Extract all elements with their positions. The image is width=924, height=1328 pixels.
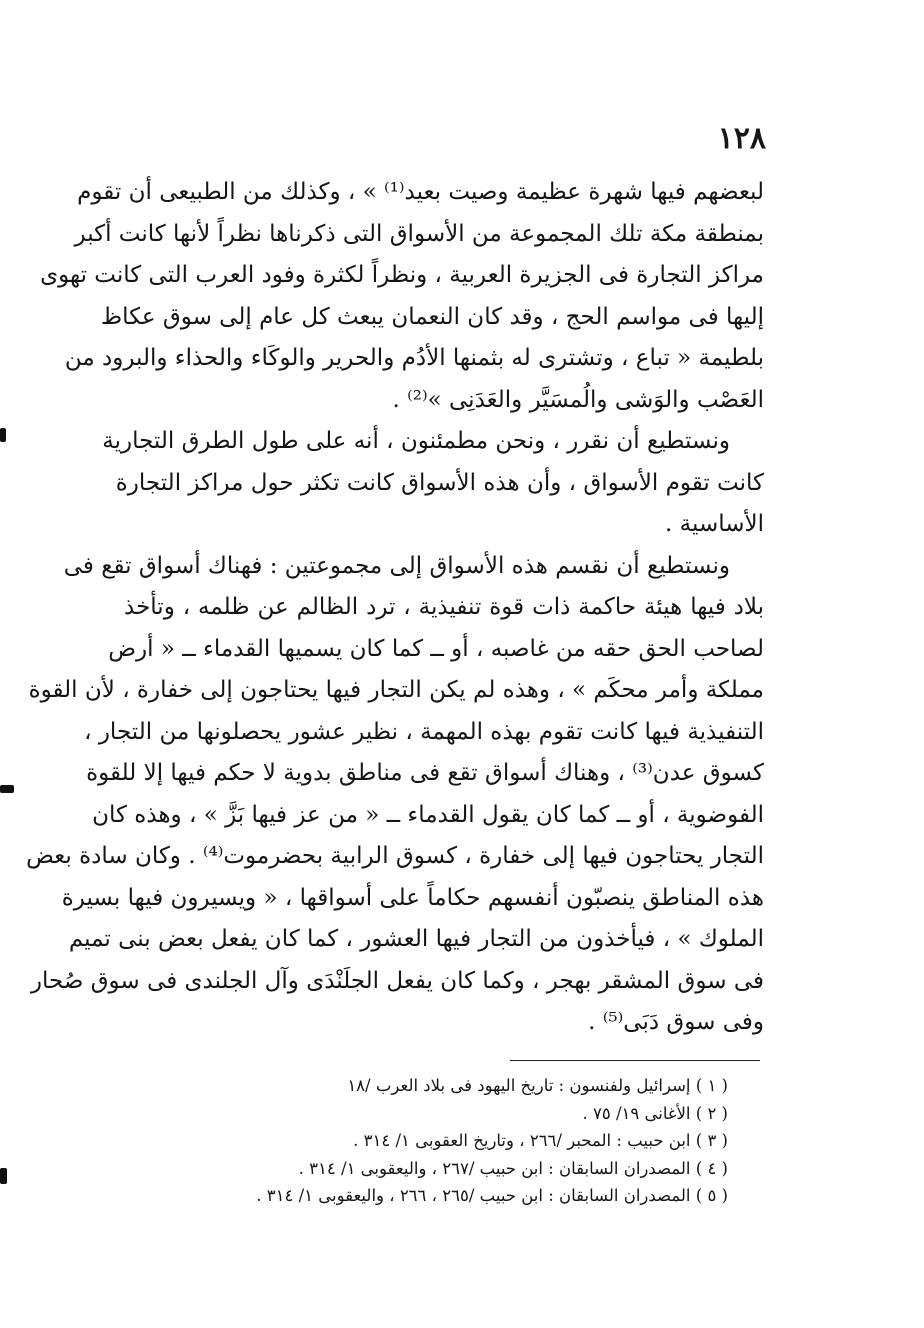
footnote: ( ١ ) إسرائيل ولفنسون : تاريخ اليهود فى بلاد العرب /١٨ — [347, 1076, 728, 1095]
page-number: ١٢٨ — [717, 121, 766, 156]
text-line: بلاد فيها هيئة حاكمة ذات قوة تنفيذية ، ترد الظالم عن ظلمه ، وتأخذ — [124, 594, 764, 620]
text-line: بمنطقة مكة تلك المجموعة من الأسواق التى ذكرناها نظراً لأنها كانت أكبر — [74, 220, 764, 247]
text-line: مملكة وأمر محكَم » ، وهذه لم يكن التجار فيها يحتاجون إلى خفارة ، لأن القوة — [28, 677, 764, 703]
footnote: ( ٤ ) المصدران السابقان : ابن حبيب /٢٦٧ ، واليعقوبى ١/ ٣١٤ . — [298, 1158, 728, 1178]
text-line: وفى سوق دَبَى⁽⁵⁾ . — [588, 1009, 764, 1035]
footnote: ( ٣ ) ابن حبيب : المحبر /٢٦٦ ، وتاريخ العقوبى ١/ ٣١٤ . — [353, 1131, 728, 1150]
text-line: ونستطيع أن نقرر ، ونحن مطمئنون ، أنه على طول الطرق التجارية — [102, 428, 730, 454]
text-line: بلطيمة « تباع ، وتشترى له بثمنها الأدُم والحرير والوكَاء والحذاء والبرود من — [64, 345, 764, 371]
text-line: التجار يحتاجون فيها إلى خفارة ، كسوق الرابية بحضرموت⁽⁴⁾ . وكان سادة بعض — [26, 843, 764, 869]
text-line: إليها فى مواسم الحج ، وقد كان النعمان يبعث كل عام إلى سوق عكاظ — [100, 303, 764, 330]
text-line: لصاحب الحق حقه من غاصبه ، أو ــ كما كان يسميها القدماء ــ « أرض — [108, 635, 764, 662]
text-line: كانت تقوم الأسواق ، وأن هذه الأسواق كانت تكثر حول مراكز التجارة — [115, 469, 764, 496]
scan-margin-mark — [0, 428, 6, 442]
text-line: الفوضوية ، أو ــ كما كان يقول القدماء ــ « من عز فيها بَزَّ » ، وهذه كان — [92, 801, 764, 828]
text-line: هذه المناطق ينصبّون أنفسهم حكاماً على أسواقها ، « ويسيرون فيها بسيرة — [61, 884, 764, 911]
text-line: التنفيذية فيها كانت تقوم بهذه المهمة ، نظير عشور يحصلونها من التجار ، — [84, 718, 764, 745]
text-line: مراكز التجارة فى الجزيرة العربية ، ونظراً لكثرة وفود العرب التى كانت تهوى — [40, 262, 764, 288]
text-line: ونستطيع أن نقسم هذه الأسواق إلى مجموعتين : فهناك أسواق تقع فى — [63, 552, 730, 579]
scan-margin-mark — [0, 785, 14, 793]
text-line: فى سوق المشقر بهجر ، وكما كان يفعل الجلَنْدَى وآل الجلندى فى سوق صُحار — [30, 967, 764, 994]
footnote: ( ٢ ) الأغانى ١٩/ ٧٥ . — [582, 1103, 728, 1123]
text-line: لبعضهم فيها شهرة عظيمة وصيت بعيد⁽¹⁾ » ، وكذلك من الطبيعى أن تقوم — [77, 179, 764, 205]
text-line: الملوك » ، فيأخذون من التجار فيها العشور ، كما كان يفعل بعض بنى تميم — [68, 926, 764, 952]
text-line: الأساسية . — [665, 511, 764, 537]
main-text — [26, 172, 764, 1044]
footnotes — [168, 1072, 728, 1210]
scan-margin-mark — [0, 1168, 7, 1184]
footnote-separator — [510, 1060, 760, 1061]
footnote: ( ٥ ) المصدران السابقان : ابن حبيب /٢٦٥ ، ٢٦٦ ، واليعقوبى ١/ ٣١٤ . — [256, 1186, 728, 1205]
text-line: كسوق عدن⁽³⁾ ، وهناك أسواق تقع فى مناطق بدوية لا حكم فيها إلا للقوة — [86, 760, 764, 786]
text-line: العَصْب والوَشى والُمسَيَّر والعَدَنِى »⁽²⁾ . — [392, 386, 764, 413]
